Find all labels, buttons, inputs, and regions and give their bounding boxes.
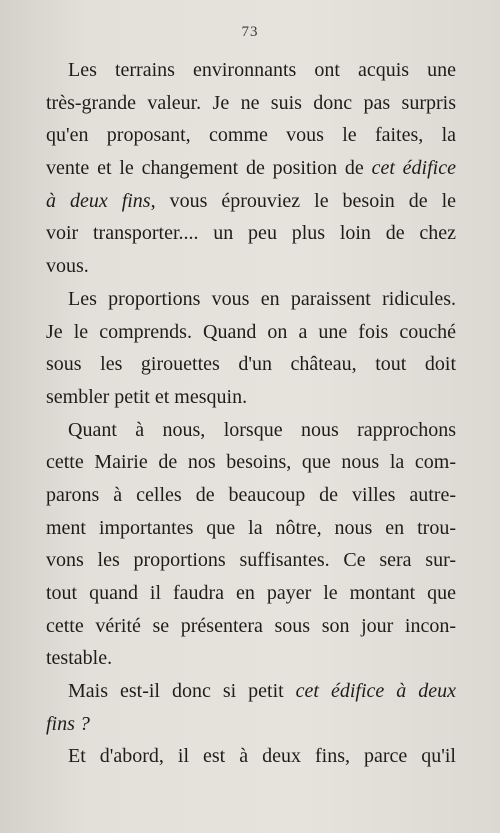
text-line [46,185,456,218]
italic-segment: cet édifice [371,157,456,180]
text-line: vous. [46,255,89,278]
paragraph-5 [46,740,456,773]
text-line: sembler petit et mesquin. [46,385,248,408]
text-line: testable. [46,647,113,670]
text-line: ment importantes que la nôtre, nous en trou- [46,516,456,539]
paragraph-1 [46,54,456,283]
paragraph-3 [46,414,456,676]
text-line [46,708,456,741]
text-line [46,152,456,185]
text-line: Je le comprends. Quand on a une fois couché [46,320,456,343]
italic-segment: fins ? [46,712,90,735]
text-line: Et d'abord, il est à deux fins, parce qu'il [68,745,456,768]
text-line: Les terrains environnants ont acquis une [68,59,456,81]
text-line: Les proportions vous en paraissent ridicules. [68,287,456,310]
text-segment: vente et le changement de position de [46,157,372,180]
italic-segment: à deux fins [46,189,151,212]
page-number: 73 [241,24,259,40]
text-line: voir transporter.... un peu plus loin de chez [46,222,456,245]
paragraph-4 [46,675,456,740]
text-line: cette Mairie de nos besoins, que nous la com- [46,451,456,474]
text-line: vons les proportions suffisantes. Ce sera sur- [46,549,456,572]
text-line: très-grande valeur. Je ne suis donc pas surpris [46,91,456,114]
italic-segment: cet édifice à deux [295,680,456,703]
text-line: sous les girouettes d'un château, tout doit [46,353,456,376]
text-segment: Mais est-il donc si petit [68,680,296,703]
text-line: cette vérité se présentera sous son jour incon- [46,614,456,637]
text-line: parons à celles de beaucoup de villes autre- [46,483,456,506]
page-text [46,54,456,773]
text-line [46,675,456,708]
text-segment: , vous éprouviez le besoin de le [150,189,456,212]
text-line: Quant à nous, lorsque nous rapprochons [68,418,456,441]
text-line: qu'en proposant, comme vous le faites, la [46,124,456,147]
paragraph-2 [46,283,456,414]
text-line: tout quand il faudra en payer le montant que [46,582,456,604]
